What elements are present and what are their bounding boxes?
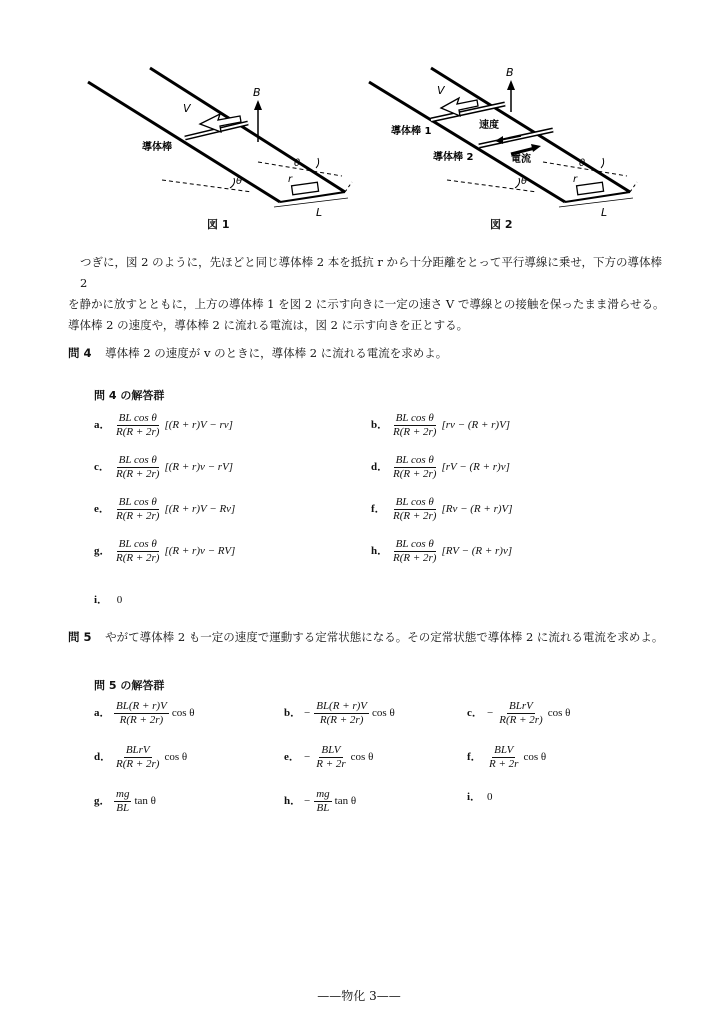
q5-option-fraction [114, 744, 161, 771]
fraction-numerator: BL cos θ [395, 454, 434, 466]
q5-option-fraction [487, 744, 520, 771]
figure-1-caption: 図 1 [207, 218, 230, 231]
fraction-denominator: R(R + 2r) [393, 426, 437, 438]
fraction-denominator: R + 2r [316, 758, 346, 770]
fig2-resistor-label: r [573, 174, 578, 185]
q4-option-letter: f． [371, 503, 386, 516]
fig2-angle2-label: θ [579, 158, 586, 169]
fig2-current-label: 電流 [511, 154, 531, 165]
fraction-denominator: R(R + 2r) [393, 510, 437, 522]
page-footer: ——物化 3—— [317, 989, 401, 1003]
fraction-numerator: BL cos θ [118, 454, 157, 466]
fig1-rod-label: 導体棒 [142, 142, 172, 153]
figure-1-diagram [80, 60, 360, 220]
q4-option-bracket: [(R + r)V − Rv] [164, 503, 236, 516]
q5-option-tail: cos θ [171, 707, 195, 720]
fraction-denominator: R(R + 2r) [116, 468, 160, 480]
fraction-numerator: BLrV [509, 700, 533, 712]
q5-option-tail: tan θ [134, 795, 156, 808]
q4-option-5 [94, 496, 235, 523]
fig2-velocity-label: V [437, 84, 445, 97]
fraction-denominator: R(R + 2r) [119, 714, 164, 726]
q4-option-i-letter: i． [94, 594, 109, 606]
fig2-field-label: B [506, 66, 514, 79]
q5-option-letter: i． [467, 791, 482, 803]
fraction-denominator: R(R + 2r) [116, 426, 160, 438]
intro-line-1: つぎに，図 2 のように，先ほどと同じ導体棒 2 本を抵抗 r から十分距離をとって平行導線に乗せ，下方の導体棒 2 [80, 255, 662, 290]
question-5-text: やがて導体棒 2 も一定の速度で運動する定常状態になる。その定常状態で導体棒 2 に流れる電流を求めよ。 [105, 630, 664, 644]
fraction-denominator: R(R + 2r) [393, 552, 437, 564]
fig1-angle1-label: θ [236, 176, 243, 187]
question-4-text: 導体棒 2 の速度が v のときに，導体棒 2 に流れる電流を求めよ。 [105, 346, 448, 360]
fraction-numerator: BL(R + r)V [116, 700, 167, 712]
q5-option-8 [284, 788, 356, 815]
fraction-numerator: BL cos θ [118, 538, 157, 550]
q5-option-letter: g． [94, 795, 111, 808]
q5-option-fraction [314, 700, 369, 727]
q5-option-6 [467, 744, 546, 771]
fraction-numerator: mg [316, 788, 330, 800]
fig1-field-label: B [253, 86, 261, 99]
q4-option-fraction [114, 412, 161, 439]
q5-option-fraction [314, 744, 347, 771]
fraction-denominator: R(R + 2r) [116, 758, 160, 770]
q5-option-tail: cos θ [523, 751, 547, 764]
q5-option-value: 0 [487, 791, 493, 803]
q5-option-7 [94, 788, 156, 815]
fig2-rod2-label: 導体棒 2 [433, 152, 474, 163]
q4-option-i-value: 0 [116, 594, 123, 606]
q5-option-letter: h． [284, 795, 302, 808]
question-4-label: 問 4 [68, 346, 92, 360]
q4-option-fraction [391, 454, 438, 481]
q5-option-4 [94, 744, 187, 771]
q4-option-letter: h． [371, 545, 389, 558]
q5-option-fraction [114, 700, 169, 727]
fraction-numerator: BLV [494, 744, 514, 756]
q5-option-tail: cos θ [350, 751, 374, 764]
q5-option-sign: − [304, 707, 311, 720]
q4-option-letter: g． [94, 545, 111, 558]
q4-option-bracket: [Rv − (R + r)V] [441, 503, 513, 516]
fraction-numerator: BL cos θ [395, 538, 434, 550]
q4-option-fraction [114, 496, 161, 523]
fig2-width-label: L [601, 206, 608, 219]
q4-option-fraction [391, 496, 438, 523]
q5-option-5 [284, 744, 373, 771]
q4-option-fraction [114, 538, 161, 565]
fig1-width-label: L [316, 206, 323, 219]
intro-line-2: を静かに放すとともに，上方の導体棒 1 を図 2 に示す向きに一定の速さ V で導線との接触を保ったまま滑らせる。 [68, 297, 665, 311]
q4-option-letter: d． [371, 461, 389, 474]
q4-option-6 [371, 496, 513, 523]
q4-option-bracket: [rV − (R + r)v] [441, 461, 510, 474]
figure-2-caption: 図 2 [490, 218, 513, 231]
fraction-numerator: BL cos θ [395, 496, 434, 508]
q5-option-3 [467, 700, 570, 727]
fig1-angle2-label: θ [294, 158, 301, 169]
q5-option-fraction [314, 788, 331, 815]
fraction-denominator: BL [316, 802, 330, 814]
fraction-numerator: BLrV [125, 744, 150, 756]
q4-option-i [94, 591, 122, 607]
q5-option-letter: f． [467, 751, 482, 764]
fraction-denominator: R(R + 2r) [393, 468, 437, 480]
q5-option-tail: cos θ [372, 707, 395, 720]
q4-option-bracket: [(R + r)v − RV] [164, 545, 236, 558]
question-5-group-title: 問 5 の解答群 [94, 679, 165, 692]
question-5 [68, 629, 663, 645]
question-4 [68, 345, 447, 361]
q4-option-bracket: [(R + r)V − rv] [164, 419, 233, 432]
q4-option-bracket: [RV − (R + r)v] [441, 545, 513, 558]
q4-option-3 [94, 454, 233, 481]
fraction-denominator: BL [116, 802, 130, 814]
fig1-resistor-label: r [288, 174, 293, 185]
figure-2-diagram [365, 60, 655, 220]
q4-option-fraction [391, 538, 438, 565]
q4-option-8 [371, 538, 512, 565]
question-5-label: 問 5 [68, 630, 92, 644]
fraction-numerator: BL cos θ [118, 496, 157, 508]
figure-2 [365, 60, 655, 220]
q5-option-sign: − [487, 707, 494, 720]
q4-option-letter: c． [94, 461, 110, 474]
fig2-speed-label: 速度 [479, 120, 499, 131]
q4-option-1 [94, 412, 233, 439]
q4-option-letter: b． [371, 419, 389, 432]
q5-option-fraction [497, 700, 544, 727]
q5-option-letter: a． [94, 707, 111, 720]
fraction-numerator: BL cos θ [395, 412, 434, 424]
q5-option-tail: tan θ [334, 795, 357, 808]
q5-option-letter: d． [94, 751, 112, 764]
fraction-numerator: BL(R + r)V [316, 700, 368, 712]
q4-option-bracket: [rv − (R + r)V] [441, 419, 511, 432]
intro-line-3: 導体棒 2 の速度や，導体棒 2 に流れる電流は，図 2 に示す向きを正とする。 [68, 318, 469, 332]
fraction-denominator: R(R + 2r) [319, 714, 364, 726]
q5-option-2 [284, 700, 395, 727]
q5-option-sign: − [304, 795, 311, 808]
q4-option-2 [371, 412, 510, 439]
fraction-denominator: R(R + 2r) [116, 510, 160, 522]
q4-option-fraction [114, 454, 161, 481]
question-4-group-title: 問 4 の解答群 [94, 389, 165, 402]
q5-option-letter: b． [284, 707, 302, 720]
intro-paragraph [68, 252, 668, 336]
q5-option-tail: cos θ [164, 751, 188, 764]
q5-option-1 [94, 700, 195, 727]
q4-option-4 [371, 454, 510, 481]
q4-option-bracket: [(R + r)v − rV] [164, 461, 234, 474]
fraction-denominator: R(R + 2r) [116, 552, 160, 564]
q4-option-7 [94, 538, 235, 565]
fraction-denominator: R(R + 2r) [499, 714, 543, 726]
fraction-denominator: R + 2r [489, 758, 519, 770]
fig1-velocity-label: V [183, 102, 191, 115]
q5-option-letter: e． [284, 751, 300, 764]
q5-option-sign: − [304, 751, 311, 764]
fraction-numerator: BL cos θ [118, 412, 157, 424]
fraction-numerator: mg [116, 788, 130, 800]
q5-option-fraction [114, 788, 131, 815]
figure-1 [80, 60, 360, 220]
fraction-numerator: BLV [321, 744, 341, 756]
q5-option-9 [467, 788, 493, 804]
q5-option-letter: c． [467, 707, 483, 720]
fig2-angle1-label: θ [521, 176, 528, 187]
q4-option-letter: e． [94, 503, 110, 516]
fig2-rod1-label: 導体棒 1 [391, 126, 432, 137]
q4-option-fraction [391, 412, 438, 439]
q5-option-tail: cos θ [547, 707, 571, 720]
q4-option-letter: a． [94, 419, 111, 432]
